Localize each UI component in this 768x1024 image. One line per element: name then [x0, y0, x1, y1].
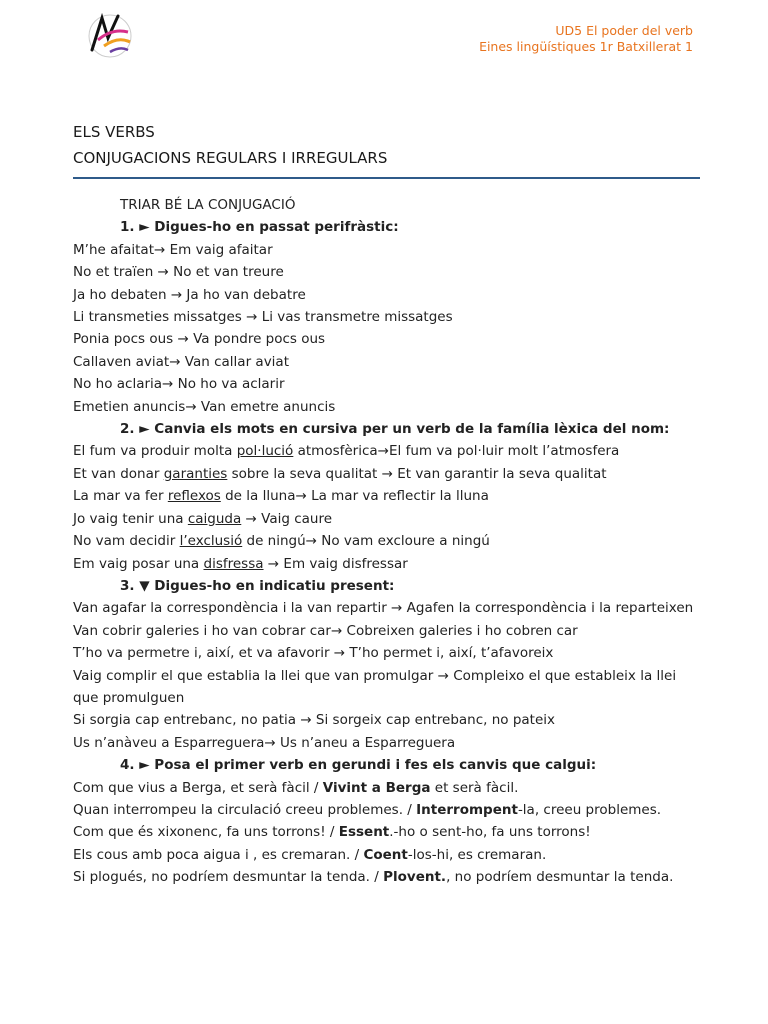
course-title: Eines lingüístiques 1r Batxillerat 1 — [479, 39, 693, 54]
answer-line: M’he afaitat→ Em vaig afaitar — [73, 241, 273, 258]
underlined-noun: caiguda — [187, 510, 242, 527]
answer-line — [73, 866, 703, 888]
underlined-noun: l’exclusió — [179, 533, 243, 550]
sentence-answer: atmosfèrica→El fum va pol·luir molt l’atmosfera — [293, 443, 620, 460]
gerund-answer: Interrompent — [416, 801, 518, 818]
answer-line — [73, 799, 703, 821]
sentence-start: Em vaig posar una — [73, 555, 204, 572]
sentence-start: Quan interrompeu la circulació creeu problemes. / — [73, 801, 417, 818]
exercise-heading — [73, 418, 703, 440]
answer-line — [73, 553, 703, 575]
underlined-noun: pol·lució — [236, 443, 294, 460]
exercise-heading — [73, 216, 703, 238]
sentence-start: Com que vius a Berga, et serà fàcil / — [73, 779, 323, 796]
answer-line: Emetien anuncis→ Van emetre anuncis — [73, 398, 336, 415]
exercise-content — [73, 194, 703, 889]
sentence-answer: , no podríem desmuntar la tenda. — [446, 869, 674, 886]
exercise-heading — [73, 754, 703, 776]
answer-line — [73, 844, 703, 866]
answer-line: Li transmeties missatges → Li vas transmetre missatges — [73, 309, 453, 326]
sentence-answer: .-ho o sent-ho, fa uns torrons! — [389, 824, 591, 841]
sentence-answer: et serà fàcil. — [430, 779, 519, 796]
answer-line — [73, 821, 703, 843]
underlined-noun: garanties — [163, 465, 228, 482]
sentence-start: La mar va fer — [73, 488, 168, 505]
gerund-answer: Coent — [363, 846, 408, 863]
answer-line: Vaig complir el que establia la llei que van promulgar → Compleixo el que estableix la llei que promulguen — [73, 667, 677, 706]
title-line-1: ELS VERBS — [73, 123, 155, 141]
answer-line: Ponia pocs ous → Va pondre pocs ous — [73, 331, 326, 348]
section-title: TRIAR BÉ LA CONJUGACIÓ — [120, 197, 296, 213]
answer-line: Callaven aviat→ Van callar aviat — [73, 353, 289, 370]
sentence-start: Et van donar — [73, 465, 164, 482]
sentence-answer: sobre la seva qualitat → Et van garantir la seva qualitat — [227, 465, 607, 482]
exercise-list — [73, 216, 703, 888]
answer-line: Si sorgia cap entrebanc, no patia → Si sorgeix cap entrebanc, no pateix — [73, 712, 556, 729]
answer-line — [73, 777, 703, 799]
title-line-2: CONJUGACIONS REGULARS I IRREGULARS — [73, 149, 388, 167]
exercise-heading-text: 1. ► Digues-ho en passat perifràstic: — [120, 219, 399, 236]
header-info — [479, 23, 693, 55]
answer-line: Us n’anàveu a Esparreguera→ Us n’aneu a Esparreguera — [73, 734, 456, 751]
sentence-start: El fum va produir molta — [73, 443, 237, 460]
exercise-heading-text: 4. ► Posa el primer verb en gerundi i fes els canvis que calgui: — [120, 757, 597, 774]
answer-line: Van cobrir galeries i ho van cobrar car→ Cobreixen galeries i ho cobren car — [73, 622, 578, 639]
underlined-noun: disfressa — [203, 555, 264, 572]
sentence-start: Els cous amb poca aigua i , es cremaran. / — [73, 846, 364, 863]
school-logo — [84, 10, 136, 60]
exercise-heading-text: 3. ▼ Digues-ho en indicatiu present: — [120, 577, 395, 594]
answer-line: Ja ho debaten → Ja ho van debatre — [73, 286, 306, 303]
page-title — [73, 119, 387, 171]
answer-line — [73, 530, 703, 552]
answer-line: No ho aclaria→ No ho va aclarir — [73, 376, 285, 393]
sentence-answer: -la, creeu problemes. — [517, 801, 662, 818]
title-divider — [73, 177, 700, 179]
sentence-start: No vam decidir — [73, 533, 180, 550]
gerund-answer: Plovent. — [383, 869, 447, 886]
sentence-start: Com que és xixonenc, fa uns torrons! / — [73, 824, 339, 841]
answer-line: No et traïen → No et van treure — [73, 264, 284, 281]
answer-line — [73, 485, 703, 507]
sentence-start: Si plogués, no podríem desmuntar la tenda. / — [73, 869, 384, 886]
sentence-answer: de ningú→ No vam excloure a ningú — [242, 533, 490, 550]
answer-line — [73, 463, 703, 485]
sentence-start: Jo vaig tenir una — [73, 510, 188, 527]
exercise-heading — [73, 575, 703, 597]
answer-line: Van agafar la correspondència i la van repartir → Agafen la correspondència i la reparteixen — [73, 600, 694, 617]
sentence-answer: de la lluna→ La mar va reflectir la lluna — [220, 488, 489, 505]
answer-line — [73, 440, 703, 462]
gerund-answer: Vivint a Berga — [322, 779, 431, 796]
answer-line — [73, 508, 703, 530]
gerund-answer: Essent — [338, 824, 390, 841]
sentence-answer: → Vaig caure — [241, 510, 333, 527]
exercise-heading-text: 2. ► Canvia els mots en cursiva per un verb de la família lèxica del nom: — [120, 421, 670, 438]
answer-line: T’ho va permetre i, així, et va afavorir → T’ho permet i, així, t’afavoreix — [73, 645, 554, 662]
sentence-answer: → Em vaig disfressar — [263, 555, 408, 572]
underlined-noun: reflexos — [167, 488, 221, 505]
sentence-answer: -los-hi, es cremaran. — [407, 846, 547, 863]
unit-title: UD5 El poder del verb — [555, 23, 693, 38]
